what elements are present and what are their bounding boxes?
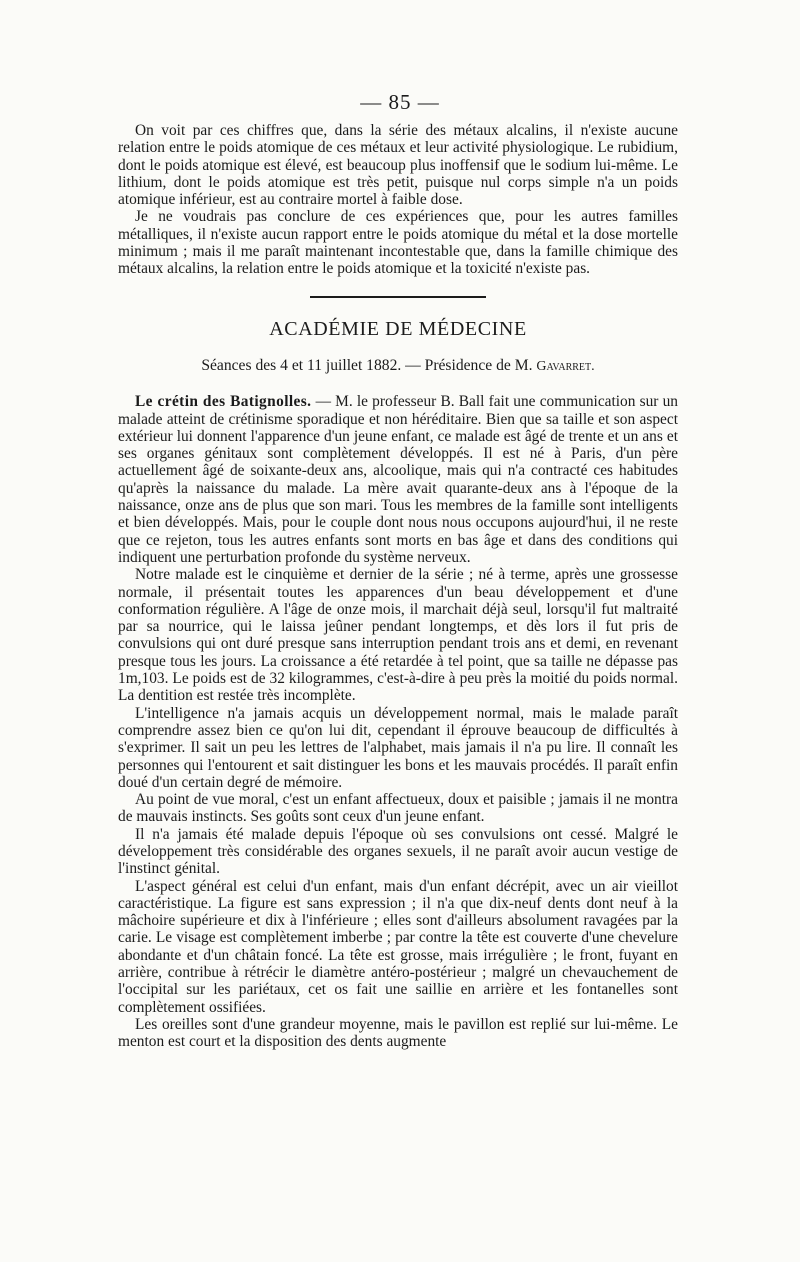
article-paragraph-1 — [118, 393, 678, 566]
intro-paragraph-2: Je ne voudrais pas conclure de ces expériences que, pour les autres familles métalliques, il n'existe aucun rapport entre le poids atomique du métal et la dose mortelle minimum ; mais il me paraît maintenant incontestable que, dans la famille chimique des métaux alcalins, la relation entre le poids atomique et la toxicité n'existe pas. — [118, 208, 678, 278]
intro-paragraph-1: On voit par ces chiffres que, dans la série des métaux alcalins, il n'existe aucune relation entre le poids atomique de ces métaux et leur activité physiologique. Le rubidium, dont le poids atomique est élevé, est beaucoup plus inoffensif que le sodium lui-même. Le lithium, dont le poids atomique est très petit, puisque nul corps simple n'a un poids atomique inférieur, est au contraire mortel à faible dose. — [118, 122, 678, 209]
article-paragraph-2: Notre malade est le cinquième et dernier de la série ; né à terme, après une grossesse normale, il présentait toutes les apparences d'un beau développement et d'une conformation régulière. A l'âge de onze mois, il marchait déjà seul, lorsqu'il fut maltraité par sa nourrice, qui le laissa jeûner pendant longtemps, et dès lors il fut pris de convulsions qui ont duré presque sans interruption pendant trois ans et demi, en revenant presque tous les jours. La croissance a été retardée à tel point, que sa taille ne dépasse pas 1m,103. Le poids est de 32 kilogrammes, c'est-à-dire à peu près la moitié du poids normal. La dentition est restée très incomplète. — [118, 566, 678, 705]
session-line — [118, 357, 678, 375]
article-paragraph-5: Il n'a jamais été malade depuis l'époque où ses convulsions ont cessé. Malgré le développement très considérable des organes sexuels, il ne paraît avoir aucun vestige de l'instinct génital. — [118, 825, 678, 878]
article-paragraph-6: L'aspect général est celui d'un enfant, mais d'un enfant décrépit, avec un air vieillot caractéristique. La figure est sans expression ; il n'a que dix-neuf dents dont neuf à la mâchoire supérieure et dix à l'inférieure ; elles sont d'ailleurs absolument ravagées par la carie. Le visage est complètement imberbe ; par contre la tête est couverte d'une chevelure abondante et d'un châtain foncé. La tête est grosse, mais irrégulière ; le front, fuyant en arrière, contribue à rétrécir le diamètre antéro-postérieur ; malgré un chevauchement de l'occipital sur les pariétaux, cet os fait une saillie en arrière et les fontanelles sont complètement ossifiées. — [118, 877, 678, 1016]
session-text: Séances des 4 et 11 juillet 1882. — Présidence de M. — [201, 356, 533, 374]
article-paragraph-7: Les oreilles sont d'une grandeur moyenne, mais le pavillon est replié sur lui-même. Le menton est court et la disposition des dents augmente — [118, 1015, 678, 1051]
article-paragraph-3: L'intelligence n'a jamais acquis un développement normal, mais le malade paraît comprendre assez bien ce qu'on lui dit, cependant il éprouve beaucoup de difficultés à s'exprimer. Il sait un peu les lettres de l'alphabet, mais jamais il n'a pu lire. Il connaît les personnes qui l'entourent et sait distinguer les bons et les mauvais procédés. Il paraît enfin doué d'un certain degré de mémoire. — [118, 704, 678, 791]
text-column — [118, 122, 678, 1051]
page-number: — 85 — — [360, 90, 440, 114]
section-heading: ACADÉMIE DE MÉDECINE — [269, 317, 527, 340]
article-paragraph-4: Au point de vue moral, c'est un enfant affectueux, doux et paisible ; jamais il ne montra de mauvais instincts. Ses goûts sont ceux d'un jeune enfant. — [118, 791, 678, 826]
president-name: Gavarret. — [536, 358, 595, 374]
article-paragraph-1-text: — M. le professeur B. Ball fait une communication sur un malade atteint de crétinisme sporadique et non héréditaire. Bien que sa taille et son aspect extérieur lui donnent l'apparence d'un jeune enfant, ce malade est âgé de trente et un ans et ses organes génitaux sont complètement développés. Il est né à Paris, d'un père actuellement âgé de soixante-deux ans, alcoolique, mais qui n'a contracté ces habitudes qu'après la naissance du malade. La mère avait quarante-deux ans à l'époque de la naissance, onze ans de plus que son mari. Tous les membres de la famille sont intelligents et bien développés. Mais, pour le couple dont nous nous occupons aujourd'hui, il ne reste que ce rejeton, tous les autres enfants sont morts en bas âge et dans des conditions qui indiquent une perturbation profonde du système nerveux. — [118, 393, 679, 566]
section-divider — [310, 296, 486, 298]
article-title: Le crétin des Batignolles. — [135, 393, 312, 411]
